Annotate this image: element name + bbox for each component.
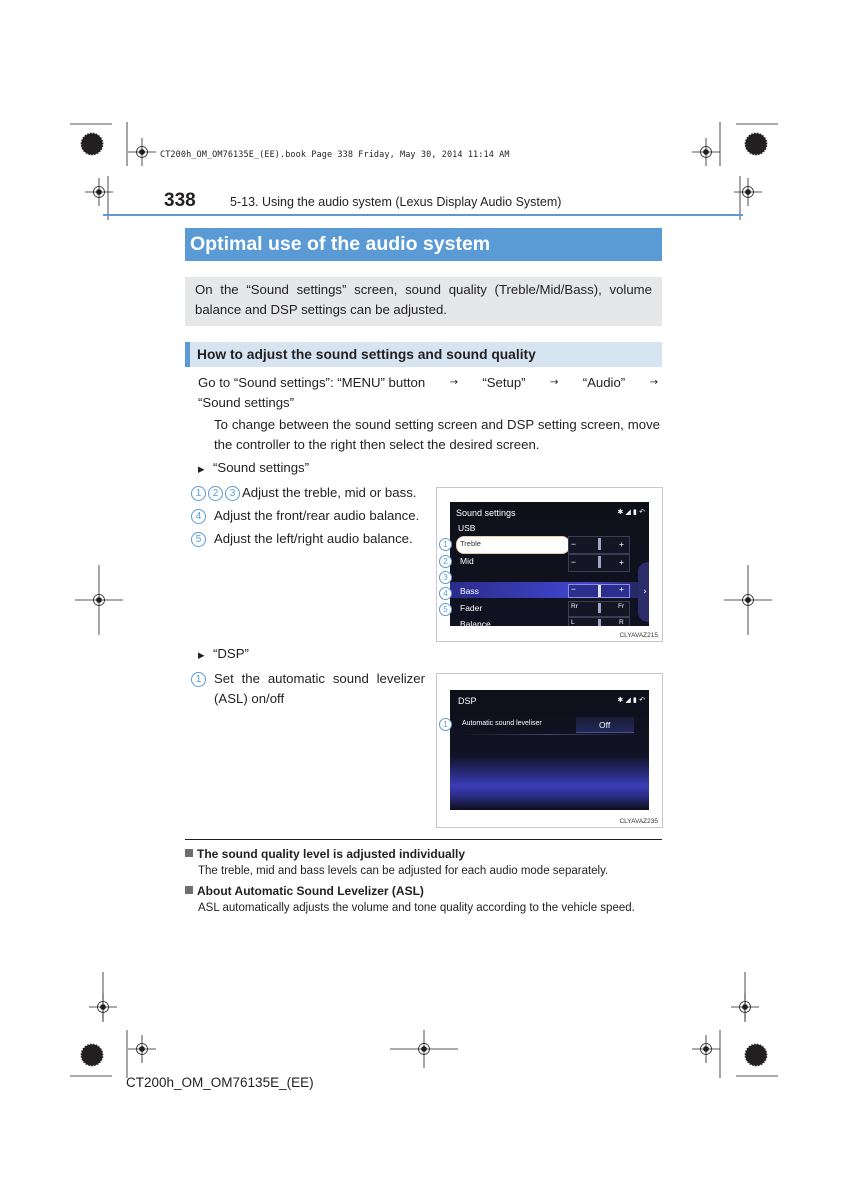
header-rule [103,214,743,216]
figure-code: CLYAVAZ235 [619,818,658,825]
note-1 [185,847,662,877]
crop-sunburst-top-left [81,133,103,155]
row-label-balance: Balance [460,619,491,626]
note-2 [185,884,662,914]
dsp-item-text-line1: Set the automatic sound levelizer [214,671,425,686]
screen-callout-3: 3 [439,571,452,584]
callout-number-4: 4 [191,509,206,524]
callout-number-3: 3 [225,486,240,501]
sound-settings-screenshot [436,487,663,642]
note-heading: The sound quality level is adjusted individually [197,847,466,861]
figure-code: CLYAVAZ215 [619,632,658,639]
note-heading: About Automatic Sound Levelizer (ASL) [197,884,424,898]
item-text: Adjust the treble, mid or bass. [242,485,417,500]
screen-callout-4: 4 [439,587,452,600]
note-body: The treble, mid and bass levels can be adjusted for each audio mode separately. [198,865,609,877]
notes-divider [185,839,662,840]
path-step-setup: “Setup” [482,375,526,390]
screen-callout-5: 5 [439,603,452,616]
item-text: Adjust the left/right audio balance. [214,531,413,546]
screen-switch-chevron-icon[interactable]: › [638,562,649,622]
screen-callout-1: 1 [439,718,452,731]
status-icons: ✱ ◢ ▮ ↶ [617,508,645,516]
path-step-menu: Go to “Sound settings”: “MENU” button [198,375,426,390]
bass-plus: + [619,584,624,594]
dsp-item [191,669,425,708]
sound-settings-heading [198,458,309,481]
callout-number-1: 1 [191,672,206,687]
item-text: Adjust the front/rear audio balance. [214,508,420,523]
path-step-audio: “Audio” [582,375,626,390]
fader-rear: Rr [571,603,578,610]
navigation-path [198,373,660,412]
section-title: Optimal use of the audio system [185,228,662,261]
crop-sunburst-bottom-right [745,1044,767,1066]
dsp-item-text-line2: (ASL) on/off [214,690,285,706]
sound-settings-item [191,529,413,549]
screen-callout-2: 2 [439,555,452,568]
dsp-screen [450,690,649,810]
arrow-icon: → [549,377,559,388]
row-label-treble: Treble [460,539,481,548]
asl-label: Automatic sound leveliser [462,720,542,727]
sound-settings-screen [450,502,649,626]
square-bullet-icon [185,886,193,894]
dsp-screenshot [436,673,663,828]
crop-sunburst-bottom-left [81,1044,103,1066]
footer-document-code: CT200h_OM_OM76135E_(EE) [126,1075,314,1090]
row-label-bass: Bass [460,586,479,596]
note-heading-row [185,847,662,861]
screen-callout-1: 1 [439,538,452,551]
screen-title: DSP [458,696,477,706]
asl-value: Off [599,720,611,730]
screen-title: Sound settings [456,508,516,518]
dsp-heading-text: “DSP” [213,646,249,661]
note-heading-row [185,884,662,898]
callout-number-1: 1 [191,486,206,501]
breadcrumb: 5-13. Using the audio system (Lexus Display Audio System) [230,195,562,209]
balance-left: L [571,619,575,626]
info-paragraph: To change between the sound setting screen and DSP setting screen, move the controller to the right then select the desired screen. [214,417,660,452]
callout-number-2: 2 [208,486,223,501]
print-info-line: CT200h_OM_OM76135E_(EE).book Page 338 Friday, May 30, 2014 11:14 AM [160,150,510,160]
treble-plus: + [619,539,624,549]
mid-plus: + [619,557,624,567]
row-label-fader: Fader [460,603,483,613]
mid-minus: − [571,557,576,567]
sound-settings-item [191,506,419,526]
subsection-title: How to adjust the sound settings and sound quality [185,342,662,367]
sound-settings-heading-text: “Sound settings” [213,460,310,475]
row-divider [460,734,640,735]
status-icons: ✱ ◢ ▮ ↶ [617,696,645,704]
intro-box [185,277,662,326]
triangle-bullet-icon: ▶ [198,465,205,475]
intro-text: On the “Sound settings” screen, sound quality (Treble/Mid/Bass), volume balance and DSP settings can be adjusted. [195,282,652,317]
source-label: USB [458,523,476,533]
sound-settings-item [191,483,416,503]
triangle-bullet-icon: ▶ [198,651,205,661]
balance-right: R [619,619,624,626]
page-number: 338 [164,190,196,211]
arrow-icon: → [449,377,458,388]
callout-number-5: 5 [191,532,206,547]
bass-minus: − [571,584,576,594]
path-step-sound-settings: “Sound settings” [198,394,295,410]
treble-minus: − [571,539,576,549]
dsp-heading [198,644,249,667]
square-bullet-icon [185,849,193,857]
fader-front: Fr [618,603,625,610]
arrow-icon: → [649,377,658,388]
note-body: ASL automatically adjusts the volume and tone quality according to the vehicle speed. [198,902,635,914]
row-label-mid: Mid [460,556,474,566]
crop-sunburst-top-right [745,133,767,155]
